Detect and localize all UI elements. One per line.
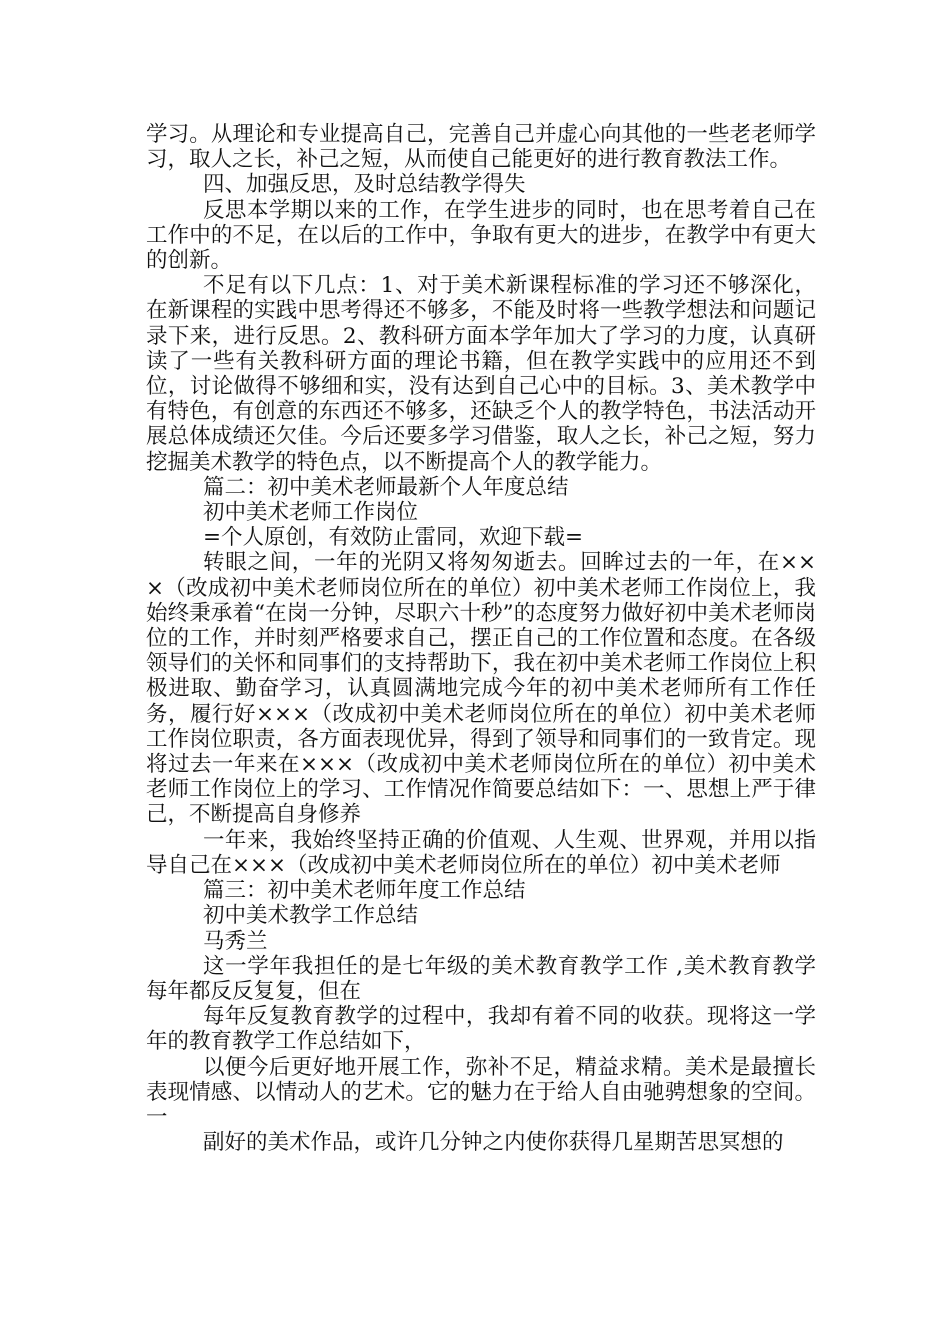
chapter-heading-3: 篇三：初中美术老师年度工作总结	[203, 878, 526, 904]
paragraph-4: 转眼之间，一年的光阴又将匆匆逝去。回眸过去的一年，在×××（改成初中美术老师岗位所在的单位）初中美术老师工作岗位上，我始终秉承着“在岗一分钟，尽职六十秒”的态度努力做好初中美术老师岗位的工作，并时刻严格要求自己，摆正自己的工作位置和态度。在各级领导们的关怀和同事们的支持帮助下，我在初中美术老师工作岗位上积极进取、勤奋学习，认真圆满地完成今年的初中美术老师所有工作任务，履行好×××（改成初中美术老师岗位所在的单位）初中美术老师工作岗位职责，各方面表现优异，得到了领导和同事们的一致肯定。现将过去一年来在×××（改成初中美术老师岗位所在的单位）初中美术老师工作岗位上的学习、工作情况作简要总结如下：一、思想上严于律己，不断提高自身修养	[146, 550, 816, 828]
paragraph-1: 学习。从理论和专业提高自己，完善自己并虚心向其他的一些老老师学习，取人之长，补己之短，从而使自己能更好的进行教育教法工作。	[146, 122, 816, 173]
paragraph-8: 以便今后更好地开展工作，弥补不足，精益求精。美术是最擅长表现情感、以情动人的艺术。它的魅力在于给人自由驰骋想象的空间。一	[146, 1054, 816, 1130]
original-notice: =个人原创，有效防止雷同，欢迎下载=	[203, 525, 584, 551]
author-name: 马秀兰	[203, 928, 268, 954]
chapter-heading-2: 篇二：初中美术老师最新个人年度总结	[203, 474, 569, 500]
paragraph-2: 反思本学期以来的工作，在学生进步的同时，也在思考着自己在工作中的不足，在以后的工作中，争取有更大的进步，在教学中有更大的创新。	[146, 197, 816, 274]
document-page	[146, 122, 816, 1155]
subheading-job-post: 初中美术老师工作岗位	[203, 500, 419, 526]
section-heading-reflection: 四、加强反思，及时总结教学得失	[203, 172, 526, 198]
paragraph-5: 一年来，我始终坚持正确的价值观、人生观、世界观，并用以指导自己在×××（改成初中美术老师岗位所在的单位）初中美术老师	[146, 827, 816, 878]
subheading-teaching-summary: 初中美术教学工作总结	[203, 903, 419, 929]
paragraph-9: 副好的美术作品，或许几分钟之内使你获得几星期苦思冥想的	[203, 1130, 784, 1156]
paragraph-3: 不足有以下几点：1、对于美术新课程标准的学习还不够深化，在新课程的实践中思考得还不够多，不能及时将一些教学想法和问题记录下来，进行反思。2、教科研方面本学年加大了学习的力度，认真研读了一些有关教科研方面的理论书籍，但在教学实践中的应用还不到位，讨论做得不够细和实，没有达到自己心中的目标。3、美术教学中有特色，有创意的东西还不够多，还缺乏个人的教学特色，书法活动开展总体成绩还欠佳。今后还要多学习借鉴，取人之长，补己之短，努力挖掘美术教学的特色点，以不断提高个人的教学能力。	[146, 273, 816, 475]
paragraph-7: 每年反复教育教学的过程中，我却有着不同的收获。现将这一学年的教育教学工作总结如下，	[146, 1004, 816, 1055]
paragraph-6: 这一学年我担任的是七年级的美术教育教学工作 ,美术教育教学每年都反反复复，但在	[146, 953, 816, 1004]
